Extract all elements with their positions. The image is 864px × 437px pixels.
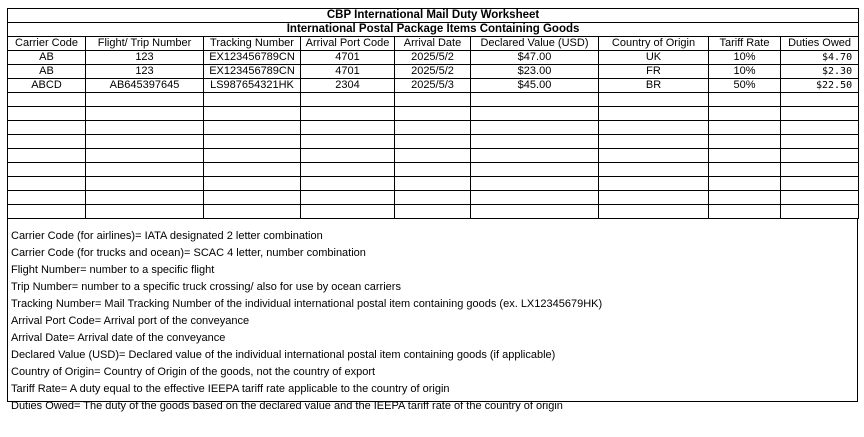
table-cell[interactable] [301, 205, 395, 219]
table-cell[interactable] [599, 107, 709, 121]
table-cell[interactable]: EX123456789CN [204, 51, 301, 65]
table-cell[interactable] [471, 191, 599, 205]
table-cell[interactable] [8, 121, 86, 135]
table-cell[interactable] [709, 163, 781, 177]
table-cell[interactable] [395, 177, 471, 191]
table-cell[interactable]: $23.00 [471, 65, 599, 79]
table-cell[interactable]: AB [8, 65, 86, 79]
notes-section [7, 219, 858, 412]
table-cell[interactable] [8, 149, 86, 163]
table-cell[interactable] [8, 191, 86, 205]
table-cell[interactable] [781, 135, 859, 149]
table-cell[interactable] [471, 149, 599, 163]
table-cell[interactable]: 123 [86, 65, 204, 79]
column-header: Tariff Rate [709, 37, 781, 51]
duty-table [7, 8, 859, 219]
table-cell[interactable] [709, 177, 781, 191]
table-cell[interactable] [781, 191, 859, 205]
table-cell[interactable] [86, 149, 204, 163]
table-cell[interactable] [204, 205, 301, 219]
table-cell[interactable] [599, 177, 709, 191]
table-row [8, 51, 859, 65]
table-cell[interactable] [599, 135, 709, 149]
table-cell[interactable] [86, 93, 204, 107]
table-cell[interactable] [204, 149, 301, 163]
column-header: Tracking Number [204, 37, 301, 51]
table-cell[interactable] [395, 107, 471, 121]
table-cell[interactable] [599, 149, 709, 163]
table-cell[interactable] [599, 121, 709, 135]
table-cell[interactable]: 4701 [301, 51, 395, 65]
note-line: Carrier Code (for trucks and ocean)= SCAC 4 letter, number combination [11, 247, 366, 259]
table-cell[interactable] [781, 163, 859, 177]
table-cell[interactable] [471, 205, 599, 219]
table-cell[interactable] [395, 191, 471, 205]
table-cell[interactable] [709, 135, 781, 149]
table-cell[interactable]: $22.50 [781, 79, 859, 93]
column-header: Country of Origin [599, 37, 709, 51]
table-cell[interactable] [395, 121, 471, 135]
note-line: Duties Owed= The duty of the goods based on the declared value and the IEEPA tariff rate of the country of origin [11, 400, 563, 412]
empty-row [8, 149, 859, 163]
table-cell[interactable] [301, 121, 395, 135]
table-cell[interactable] [204, 121, 301, 135]
table-cell[interactable]: $45.00 [471, 79, 599, 93]
empty-row [8, 121, 859, 135]
empty-row [8, 163, 859, 177]
column-header: Arrival Port Code [301, 37, 395, 51]
table-cell[interactable] [301, 93, 395, 107]
table-cell[interactable] [709, 107, 781, 121]
table-cell[interactable] [86, 135, 204, 149]
note-line: Trip Number= number to a specific truck crossing/ also for use by ocean carriers [11, 281, 401, 293]
table-cell[interactable] [471, 135, 599, 149]
worksheet-title: CBP International Mail Duty Worksheet [8, 9, 859, 23]
empty-row [8, 107, 859, 121]
table-cell[interactable] [709, 205, 781, 219]
table-cell[interactable]: $47.00 [471, 51, 599, 65]
column-header: Arrival Date [395, 37, 471, 51]
table-cell[interactable] [204, 191, 301, 205]
table-cell[interactable]: EX123456789CN [204, 65, 301, 79]
table-cell[interactable] [471, 107, 599, 121]
table-cell[interactable] [8, 107, 86, 121]
table-cell[interactable]: $4.70 [781, 51, 859, 65]
table-cell[interactable] [471, 163, 599, 177]
table-cell[interactable]: $2.30 [781, 65, 859, 79]
table-cell[interactable]: 2025/5/2 [395, 65, 471, 79]
table-cell[interactable] [781, 121, 859, 135]
table-cell[interactable] [471, 121, 599, 135]
table-cell[interactable] [781, 177, 859, 191]
table-cell[interactable]: 2025/5/2 [395, 51, 471, 65]
column-header: Flight/ Trip Number [86, 37, 204, 51]
empty-row [8, 191, 859, 205]
table-cell[interactable] [86, 177, 204, 191]
column-header: Declared Value (USD) [471, 37, 599, 51]
table-cell[interactable]: 2025/5/3 [395, 79, 471, 93]
table-cell[interactable] [8, 177, 86, 191]
table-cell[interactable] [395, 149, 471, 163]
table-cell[interactable] [395, 163, 471, 177]
table-cell[interactable] [709, 121, 781, 135]
table-cell[interactable] [599, 93, 709, 107]
table-cell[interactable] [599, 191, 709, 205]
table-cell[interactable] [781, 205, 859, 219]
worksheet-subtitle: International Postal Package Items Containing Goods [8, 23, 859, 37]
table-cell[interactable]: 10% [709, 51, 781, 65]
note-line: Declared Value (USD)= Declared value of the individual international postal item containing goods (if applicable) [11, 349, 556, 361]
table-cell[interactable] [301, 135, 395, 149]
table-cell[interactable] [8, 93, 86, 107]
empty-row [8, 205, 859, 219]
table-cell[interactable] [204, 135, 301, 149]
table-cell[interactable]: ABCD [8, 79, 86, 93]
note-line: Flight Number= number to a specific flight [11, 264, 215, 276]
table-cell[interactable] [86, 191, 204, 205]
table-cell[interactable] [301, 191, 395, 205]
table-cell[interactable] [204, 177, 301, 191]
table-cell[interactable] [471, 177, 599, 191]
table-cell[interactable] [86, 107, 204, 121]
table-cell[interactable] [781, 107, 859, 121]
table-cell[interactable]: BR [599, 79, 709, 93]
table-cell[interactable] [395, 93, 471, 107]
empty-row [8, 93, 859, 107]
empty-row [8, 135, 859, 149]
table-cell[interactable]: LS987654321HK [204, 79, 301, 93]
column-header: Duties Owed [781, 37, 859, 51]
note-line: Tracking Number= Mail Tracking Number of the individual international postal item containing goods (ex. LX12345679HK) [11, 298, 603, 310]
table-cell[interactable] [395, 135, 471, 149]
table-cell[interactable]: 10% [709, 65, 781, 79]
note-line: Tariff Rate= A duty equal to the effective IEEPA tariff rate applicable to the country of origin [11, 383, 450, 395]
table-row [8, 79, 859, 93]
table-row [8, 65, 859, 79]
table-cell[interactable]: AB645397645 [86, 79, 204, 93]
table-cell[interactable]: FR [599, 65, 709, 79]
table-cell[interactable]: 4701 [301, 65, 395, 79]
table-cell[interactable] [204, 107, 301, 121]
table-cell[interactable]: UK [599, 51, 709, 65]
table-cell[interactable] [709, 93, 781, 107]
table-cell[interactable] [86, 205, 204, 219]
column-header: Carrier Code [8, 37, 86, 51]
table-cell[interactable]: 2304 [301, 79, 395, 93]
table-cell[interactable] [709, 191, 781, 205]
header-row [8, 37, 859, 51]
note-line: Arrival Port Code= Arrival port of the conveyance [11, 315, 250, 327]
table-cell[interactable] [599, 205, 709, 219]
table-cell[interactable] [204, 163, 301, 177]
note-line: Arrival Date= Arrival date of the conveyance [11, 332, 226, 344]
table-cell[interactable] [781, 93, 859, 107]
table-cell[interactable] [301, 163, 395, 177]
table-cell[interactable]: AB [8, 51, 86, 65]
table-cell[interactable] [204, 93, 301, 107]
table-cell[interactable]: 50% [709, 79, 781, 93]
table-cell[interactable]: 123 [86, 51, 204, 65]
table-cell[interactable] [471, 93, 599, 107]
table-cell[interactable] [709, 149, 781, 163]
worksheet [7, 8, 858, 412]
table-cell[interactable] [86, 121, 204, 135]
table-cell[interactable] [301, 149, 395, 163]
note-line: Country of Origin= Country of Origin of the goods, not the country of export [11, 366, 376, 378]
table-cell[interactable] [8, 205, 86, 219]
empty-row [8, 177, 859, 191]
table-cell[interactable] [8, 135, 86, 149]
table-cell[interactable] [395, 205, 471, 219]
table-cell[interactable] [8, 163, 86, 177]
table-cell[interactable] [599, 163, 709, 177]
table-cell[interactable] [86, 163, 204, 177]
table-cell[interactable] [301, 107, 395, 121]
table-cell[interactable] [301, 177, 395, 191]
table-cell[interactable] [781, 149, 859, 163]
note-line: Carrier Code (for airlines)= IATA designated 2 letter combination [11, 230, 323, 242]
